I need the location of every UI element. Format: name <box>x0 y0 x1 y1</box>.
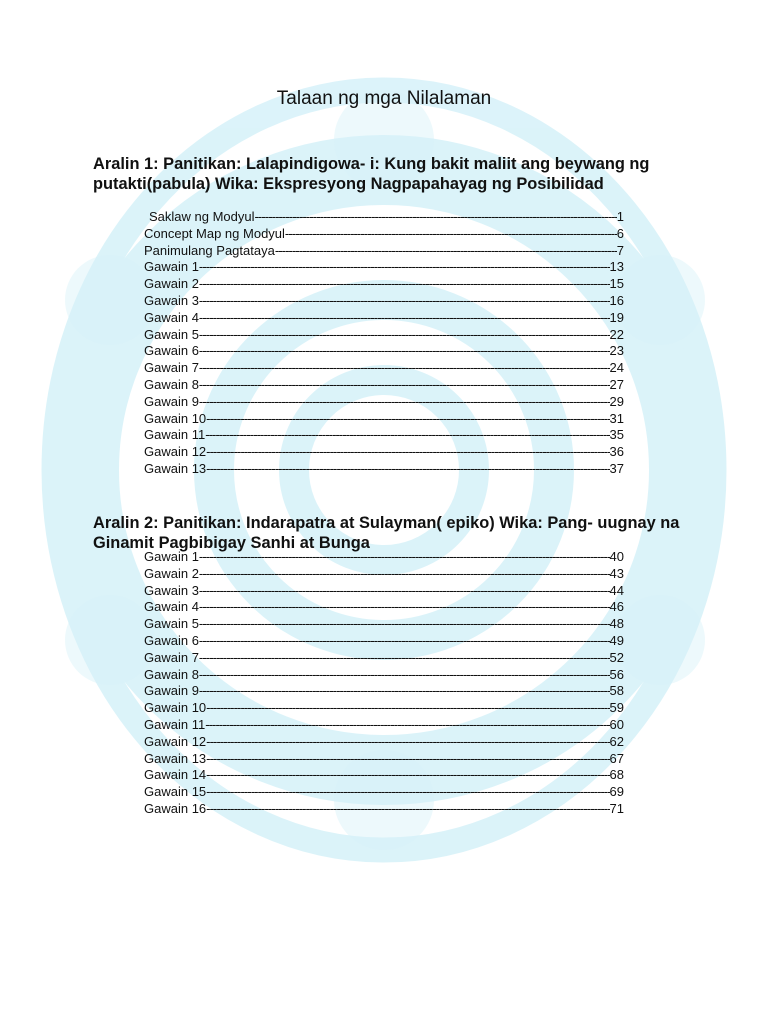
toc-entry-label: Gawain 3 <box>144 582 199 598</box>
toc-entry-label: Gawain 14 <box>144 767 207 783</box>
toc-entry <box>144 650 624 667</box>
dot-leader <box>205 427 609 444</box>
toc-entry-label: Saklaw ng Modyul <box>149 209 255 224</box>
toc-entry-page: 56 <box>609 666 624 682</box>
dot-leader <box>199 599 610 616</box>
dot-leader <box>206 751 609 768</box>
toc-entry <box>144 243 624 260</box>
toc-entry <box>144 734 624 751</box>
toc-entry-label: Gawain 6 <box>144 632 199 648</box>
toc-entry-label: Gawain 13 <box>144 750 207 766</box>
toc-entry <box>144 327 624 344</box>
toc-entry-label: Gawain 5 <box>144 326 199 342</box>
toc-entry-page: 1 <box>616 209 624 224</box>
dot-leader <box>206 700 609 717</box>
toc-entry-page: 69 <box>609 784 624 800</box>
toc-entry-label: Gawain 2 <box>144 276 199 292</box>
toc-entry <box>144 276 624 293</box>
toc-entry-page: 27 <box>609 376 624 392</box>
dot-leader <box>199 549 610 566</box>
toc-entry-label: Gawain 16 <box>144 800 207 816</box>
toc-entry-page: 19 <box>609 309 624 325</box>
dot-leader <box>285 226 617 243</box>
toc-entry-page: 13 <box>609 259 624 275</box>
toc-entry-page: 68 <box>609 767 624 783</box>
dot-leader <box>199 310 610 327</box>
toc-entry-page: 16 <box>609 292 624 308</box>
dot-leader <box>206 411 609 428</box>
toc-entry-page: 31 <box>609 410 624 426</box>
toc-entry-label: Gawain 13 <box>144 460 207 476</box>
toc-entry-label: Gawain 9 <box>144 393 199 409</box>
toc-entry-page: 40 <box>609 549 624 564</box>
dot-leader <box>199 293 610 310</box>
dot-leader <box>199 566 610 583</box>
dot-leader <box>206 444 609 461</box>
dot-leader <box>199 583 610 600</box>
dot-leader <box>206 784 609 801</box>
toc-entry-label: Gawain 9 <box>144 683 199 699</box>
toc-entry <box>144 616 624 633</box>
dot-leader <box>206 461 609 478</box>
toc-entry-label: Gawain 7 <box>144 360 199 376</box>
toc-entry <box>144 427 624 444</box>
dot-leader <box>255 209 617 226</box>
toc-entry-label: Concept Map ng Modyul <box>144 225 285 241</box>
toc-entry <box>144 226 624 243</box>
toc-entry <box>144 461 624 478</box>
toc-entry-page: 59 <box>609 700 624 716</box>
toc-entry-label: Gawain 1 <box>144 549 199 564</box>
toc-entry-page: 71 <box>609 800 624 816</box>
toc-entry-page: 43 <box>609 565 624 581</box>
toc-entry <box>144 360 624 377</box>
toc-entry-label: Gawain 4 <box>144 599 199 615</box>
toc-entry-page: 60 <box>609 716 624 732</box>
toc-entry-page: 67 <box>609 750 624 766</box>
toc-entry <box>144 444 624 461</box>
toc-entry-page: 58 <box>609 683 624 699</box>
dot-leader <box>199 633 610 650</box>
toc-entry <box>144 566 624 583</box>
toc-entry-page: 24 <box>609 360 624 376</box>
dot-leader <box>199 343 610 360</box>
section-heading-aralin-1: Aralin 1: Panitikan: Lalapindigowa- i: Kung bakit maliit ang beywang ng putakti(pabula) Wika: Ekspresyong Nagpapahayag ng Posibilidad <box>93 155 650 193</box>
toc-entry-page: 44 <box>609 582 624 598</box>
dot-leader <box>199 327 610 344</box>
toc-entry <box>144 209 624 226</box>
toc-entry-label: Gawain 6 <box>144 343 199 359</box>
toc-entry-label: Gawain 15 <box>144 784 207 800</box>
toc-entry-page: 48 <box>609 616 624 632</box>
toc-entry-label: Gawain 4 <box>144 309 199 325</box>
toc-entry-label: Gawain 2 <box>144 565 199 581</box>
dot-leader <box>206 801 609 818</box>
toc-entry <box>144 717 624 734</box>
toc-entry <box>144 343 624 360</box>
toc-entry-label: Gawain 11 <box>144 716 206 732</box>
toc-entry-page: 36 <box>609 444 624 460</box>
toc-entry-page: 7 <box>616 242 624 258</box>
toc-entry <box>144 751 624 768</box>
toc-entry <box>144 549 624 566</box>
dot-leader <box>199 360 610 377</box>
toc-entry-label: Gawain 12 <box>144 733 207 749</box>
dot-leader <box>275 243 617 260</box>
dot-leader <box>205 717 609 734</box>
toc-entry <box>144 633 624 650</box>
toc-entry-label: Gawain 7 <box>144 649 199 665</box>
toc-entry <box>144 259 624 276</box>
page-title: Talaan ng mga Nilalaman <box>276 88 492 109</box>
toc-entry <box>144 599 624 616</box>
toc-entry-label: Gawain 10 <box>144 410 207 426</box>
toc-list-aralin-1 <box>144 209 624 478</box>
dot-leader <box>206 734 609 751</box>
toc-entry-page: 6 <box>616 225 624 241</box>
dot-leader <box>199 650 610 667</box>
dot-leader <box>199 377 610 394</box>
toc-entry-page: 37 <box>609 460 624 476</box>
toc-entry <box>144 411 624 428</box>
toc-entry <box>144 583 624 600</box>
dot-leader <box>199 394 610 411</box>
dot-leader <box>199 259 610 276</box>
toc-entry-page: 23 <box>609 343 624 359</box>
dot-leader <box>206 767 609 784</box>
toc-entry-label: Gawain 5 <box>144 616 199 632</box>
toc-entry-label: Panimulang Pagtataya <box>144 242 275 258</box>
toc-entry <box>144 683 624 700</box>
toc-entry <box>144 784 624 801</box>
toc-entry-label: Gawain 3 <box>144 292 199 308</box>
toc-list-aralin-2 <box>144 549 624 818</box>
toc-entry-page: 35 <box>609 427 624 443</box>
toc-entry <box>144 394 624 411</box>
toc-entry <box>144 767 624 784</box>
dot-leader <box>199 276 610 293</box>
toc-entry-page: 46 <box>609 599 624 615</box>
dot-leader <box>199 616 610 633</box>
dot-leader <box>199 683 610 700</box>
toc-entry <box>144 801 624 818</box>
toc-entry-page: 52 <box>609 649 624 665</box>
toc-entry-page: 22 <box>609 326 624 342</box>
toc-entry <box>144 293 624 310</box>
toc-entry <box>144 377 624 394</box>
dot-leader <box>199 667 610 684</box>
toc-entry-label: Gawain 10 <box>144 700 207 716</box>
toc-entry-label: Gawain 11 <box>144 427 206 443</box>
toc-entry-page: 29 <box>609 393 624 409</box>
toc-entry-page: 15 <box>609 276 624 292</box>
toc-entry-label: Gawain 8 <box>144 666 199 682</box>
toc-entry-page: 62 <box>609 733 624 749</box>
toc-entry-label: Gawain 1 <box>144 259 199 275</box>
toc-entry-label: Gawain 12 <box>144 444 207 460</box>
toc-entry-label: Gawain 8 <box>144 376 199 392</box>
toc-entry <box>144 700 624 717</box>
section-heading-aralin-2: Aralin 2: Panitikan: Indarapatra at Sulayman( epiko) Wika: Pang- uugnay na Ginamit Pagbibigay Sanhi at Bunga <box>93 514 680 552</box>
toc-entry <box>144 310 624 327</box>
toc-entry-page: 49 <box>609 632 624 648</box>
toc-entry <box>144 667 624 684</box>
